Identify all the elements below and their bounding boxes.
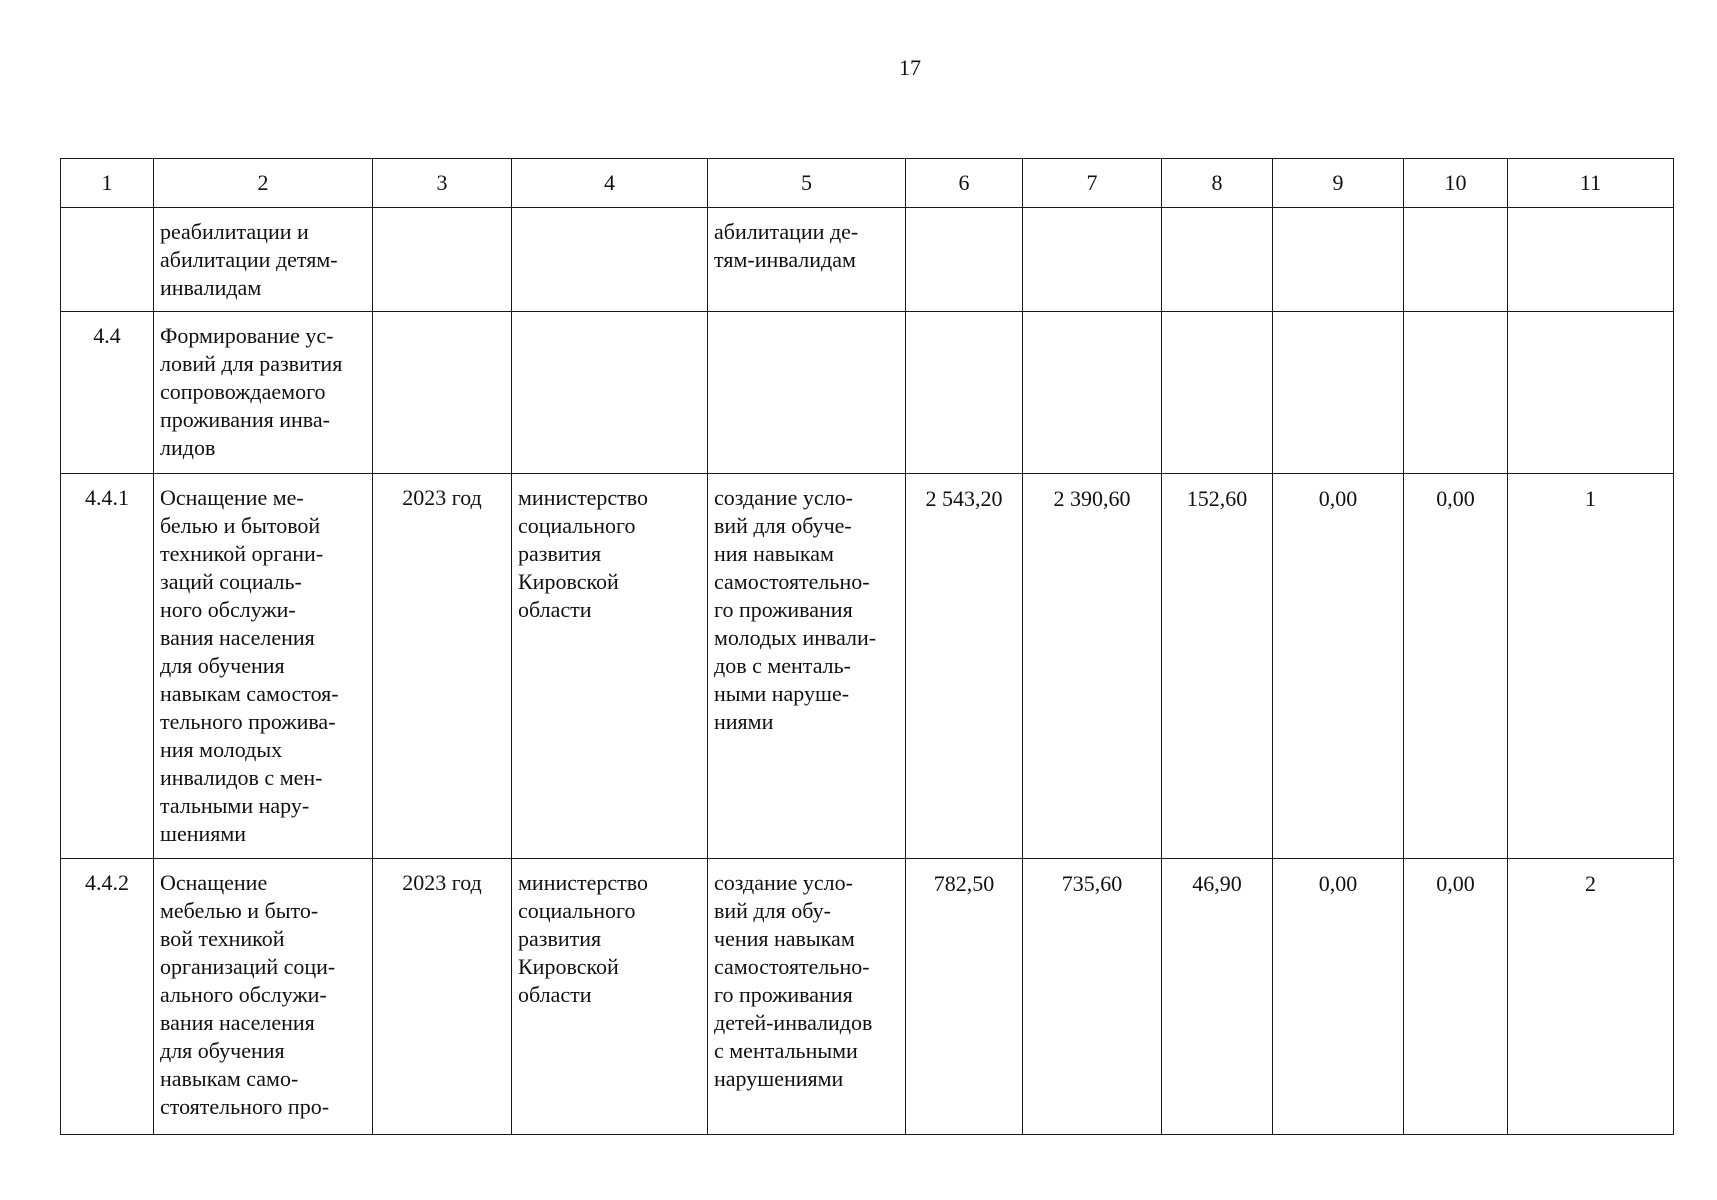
cell-number: 4.4.1 (61, 474, 154, 859)
table-row (61, 312, 1674, 474)
activities-table (60, 158, 1674, 1135)
cell-col-10 (1404, 312, 1508, 474)
header-cell-col-4: 4 (512, 159, 708, 208)
table-row (61, 208, 1674, 312)
cell-col-6: 2 543,20 (906, 474, 1023, 859)
cell-col-7: 2 390,60 (1023, 474, 1162, 859)
header-cell-col-5: 5 (708, 159, 906, 208)
cell-col-11: 2 (1508, 859, 1674, 1135)
cell-col-9 (1273, 208, 1404, 312)
cell-period: 2023 год (373, 474, 512, 859)
cell-col-7: 735,60 (1023, 859, 1162, 1135)
cell-col-10: 0,00 (1404, 859, 1508, 1135)
header-cell-col-8: 8 (1162, 159, 1273, 208)
cell-col-9: 0,00 (1273, 474, 1404, 859)
cell-activity-name: Оснащение ме- белью и бытовой техникой органи- заций социаль- ного обслужи- вания населения для обучения навыкам самостоя- тельного прожива- ния молодых инвалидов с мен- тальными нару- шениями (154, 474, 373, 859)
header-cell-col-3: 3 (373, 159, 512, 208)
cell-col-8: 46,90 (1162, 859, 1273, 1135)
cell-number (61, 208, 154, 312)
cell-col-6 (906, 312, 1023, 474)
header-cell-col-9: 9 (1273, 159, 1404, 208)
header-cell-col-10: 10 (1404, 159, 1508, 208)
header-cell-col-6: 6 (906, 159, 1023, 208)
cell-expected-result: создание усло- вий для обу- чения навыкам самостоятельно- го проживания детей-инвалидов с ментальными нарушениями (708, 859, 906, 1135)
cell-executor: министерство социального развития Кировской области (512, 859, 708, 1135)
cell-col-9: 0,00 (1273, 859, 1404, 1135)
header-cell-col-2: 2 (154, 159, 373, 208)
table-row (61, 474, 1674, 859)
page-number: 17 (899, 55, 921, 80)
cell-col-8 (1162, 312, 1273, 474)
cell-col-10: 0,00 (1404, 474, 1508, 859)
cell-col-7 (1023, 312, 1162, 474)
cell-executor (512, 208, 708, 312)
cell-expected-result: создание усло- вий для обуче- ния навыкам самостоятельно- го проживания молодых инвали- дов с менталь- ными наруше- ниями (708, 474, 906, 859)
table-row (61, 859, 1674, 1135)
cell-activity-name: реабилитации и абилитации детям- инвалидам (154, 208, 373, 312)
cell-period: 2023 год (373, 859, 512, 1135)
cell-number: 4.4 (61, 312, 154, 474)
cell-period (373, 208, 512, 312)
cell-col-6: 782,50 (906, 859, 1023, 1135)
header-cell-col-1: 1 (61, 159, 154, 208)
cell-col-6 (906, 208, 1023, 312)
table-header-row (61, 159, 1674, 208)
cell-col-9 (1273, 312, 1404, 474)
cell-col-8 (1162, 208, 1273, 312)
cell-number: 4.4.2 (61, 859, 154, 1135)
cell-expected-result (708, 312, 906, 474)
cell-expected-result: абилитации де- тям-инвалидам (708, 208, 906, 312)
cell-col-11: 1 (1508, 474, 1674, 859)
cell-col-7 (1023, 208, 1162, 312)
cell-col-8: 152,60 (1162, 474, 1273, 859)
cell-activity-name: Оснащение мебелью и быто- вой техникой организаций соци- ального обслужи- вания населения для обучения навыкам само- стоятельного про- (154, 859, 373, 1135)
header-cell-col-7: 7 (1023, 159, 1162, 208)
cell-activity-name: Формирование ус- ловий для развития сопровождаемого проживания инва- лидов (154, 312, 373, 474)
cell-executor: министерство социального развития Кировской области (512, 474, 708, 859)
header-cell-col-11: 11 (1508, 159, 1674, 208)
cell-period (373, 312, 512, 474)
cell-col-10 (1404, 208, 1508, 312)
cell-col-11 (1508, 208, 1674, 312)
cell-col-11 (1508, 312, 1674, 474)
cell-executor (512, 312, 708, 474)
